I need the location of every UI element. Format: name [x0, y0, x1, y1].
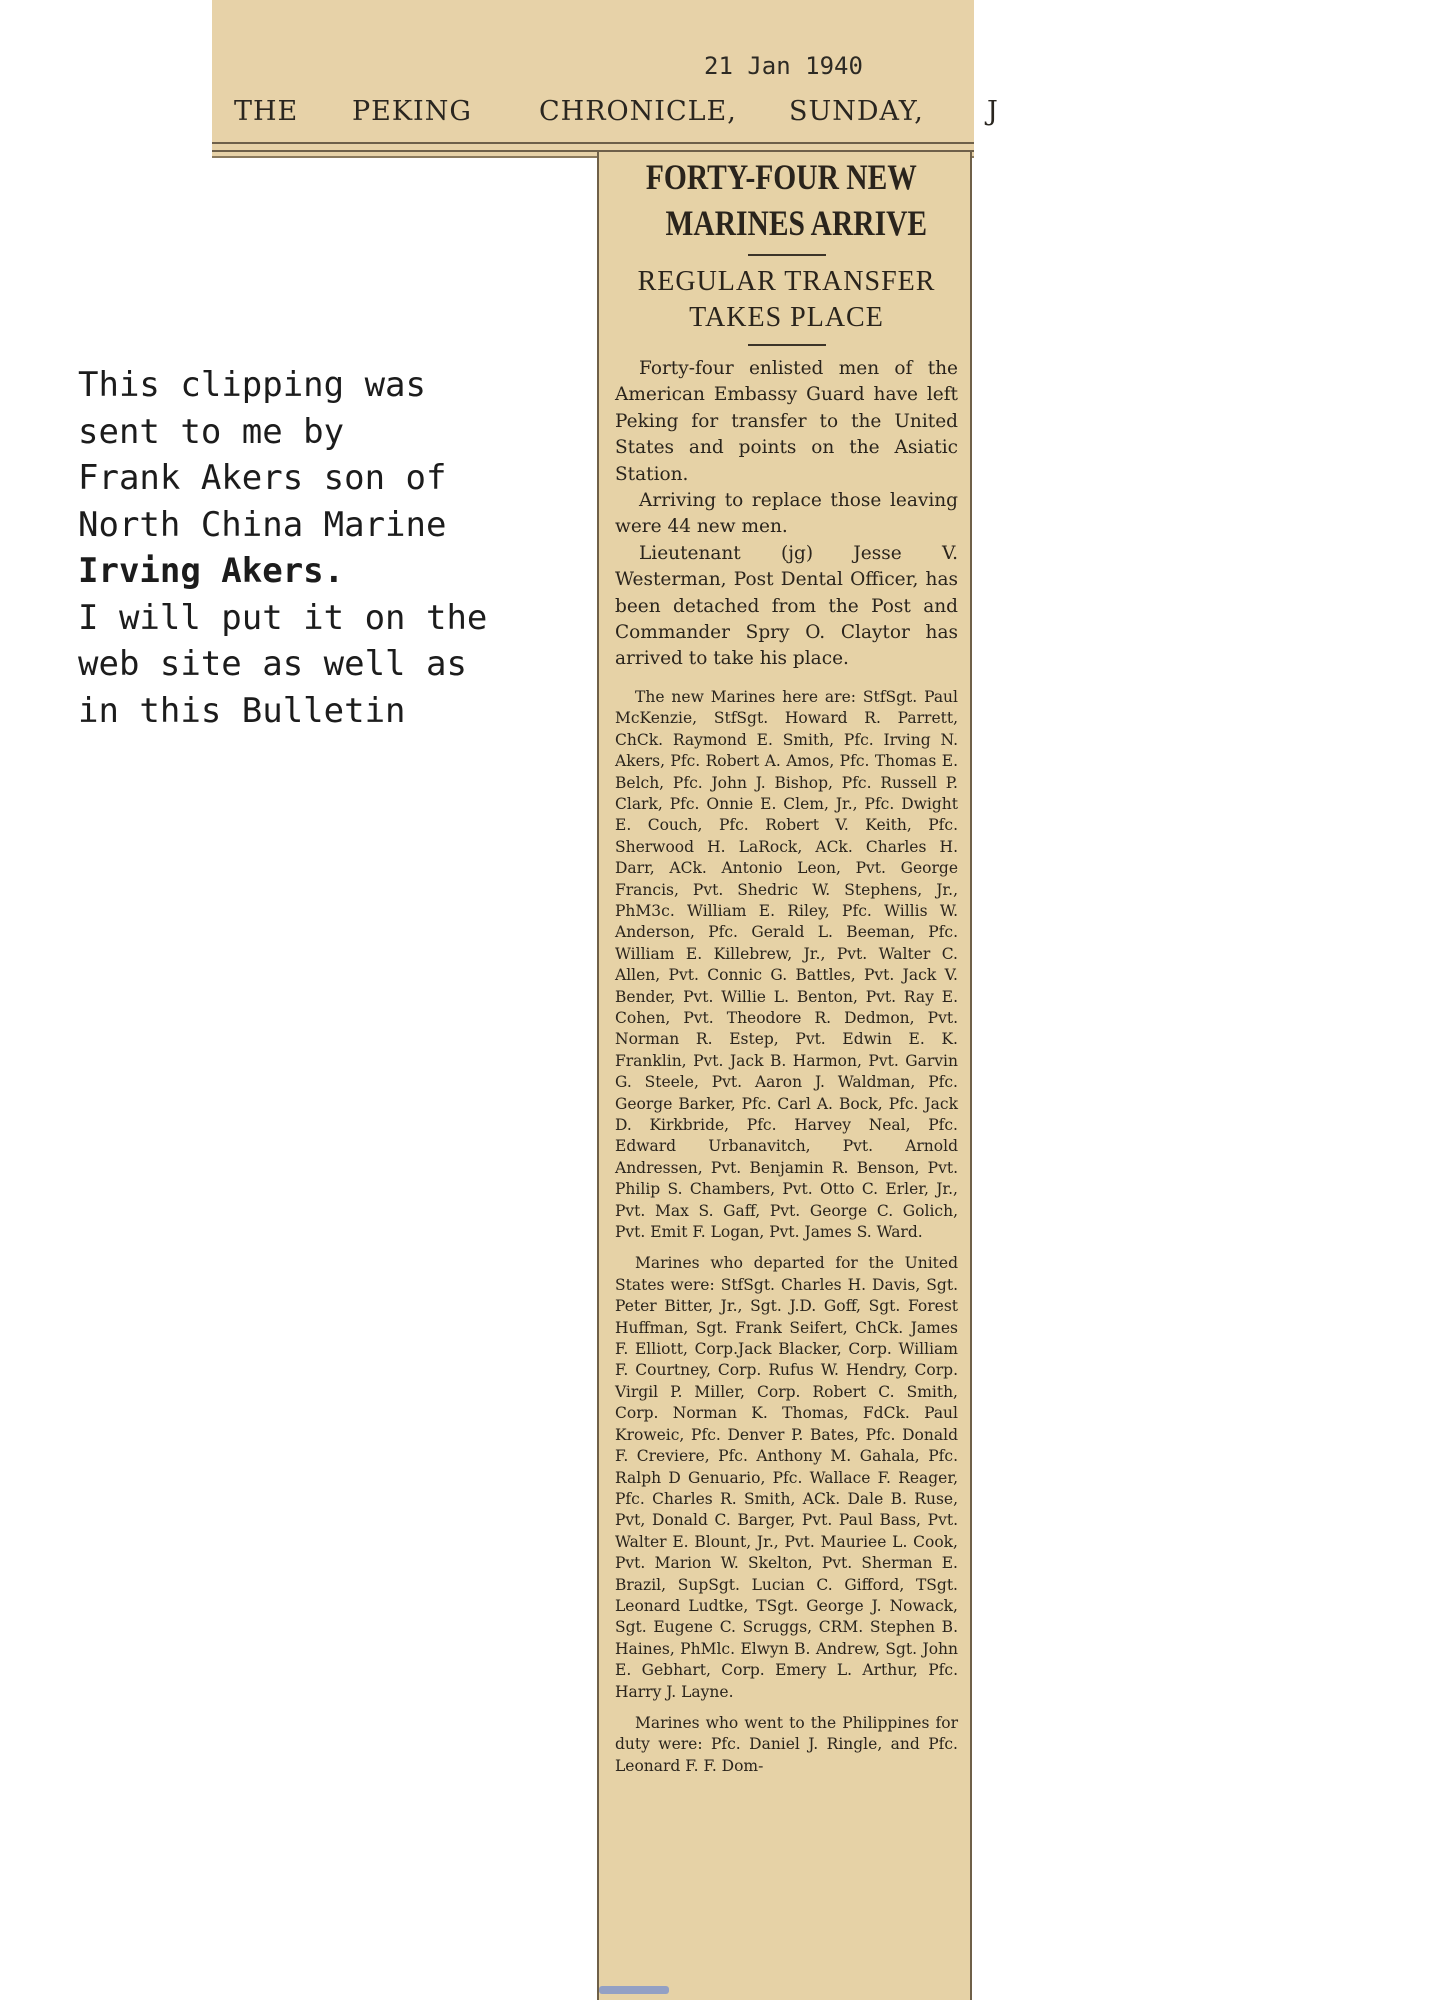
newspaper-name: [234, 96, 999, 136]
article-lead: [615, 356, 958, 673]
note-line: web site as well as: [78, 644, 467, 684]
note-line: North China Marine: [78, 504, 447, 545]
divider: [748, 254, 826, 256]
note-line: I will put it on the: [78, 597, 488, 638]
note-line-name: Irving Akers.: [78, 551, 345, 591]
paragraph: Forty-four enlisted men of the American Embassy Guard have left Peking for transfer to the United States and points on the Asiatic Station.: [615, 358, 958, 485]
typed-note: [78, 362, 598, 734]
masthead-word: THE: [234, 96, 299, 127]
clipping-date: 21 Jan 1940: [704, 52, 863, 80]
paragraph: Arriving to replace those leaving were 44 new men.: [615, 490, 958, 538]
departed-marines-list: Marines who departed for the United States were: StfSgt. Charles H. Davis, Sgt. Peter Bitter, Jr., Sgt. J.D. Goff, Sgt. Forest Huffman, Sgt. Frank Seifert, ChCk. James F. Elliott, Corp.Jack Blacker, Corp. William F. Courtney, Corp. Rufus W. Hendry, Corp. Virgil P. Miller, Corp. Robert C. Smith, Corp. Norman K. Thomas, FdCk. Paul Kroweic, Pfc. Denver P. Bates, Pfc. Donald F. Creviere, Pfc. Anthony M. Gahala, Pfc. Ralph D Genuario, Pfc. Wallace F. Reager, Pfc. Charles R. Smith, ACk. Dale B. Ruse, Pvt, Donald C. Barger, Pvt. Paul Bass, Pvt. Walter E. Blount, Jr., Pvt. Mauriee L. Cook, Pvt. Marion W. Skelton, Pvt. Sherman E. Brazil, SupSgt. Lucian C. Gifford, TSgt. Leonard Ludtke, TSgt. George J. Nowack, Sgt. Eugene C. Scruggs, CRM. Stephen B. Haines, PhMlc. Elwyn B. Andrew, Sgt. John E. Gebhart, Corp. Emery L. Arthur, Pfc. Harry J. Layne.: [615, 1254, 958, 1701]
newspaper-masthead: [212, 0, 999, 158]
article-clipping: [597, 152, 972, 2000]
masthead-word: SUNDAY,: [789, 96, 924, 127]
masthead-word: J: [987, 96, 999, 127]
masthead-word: PEKING: [352, 96, 472, 127]
new-marines-list: The new Marines here are: StfSgt. Paul McKenzie, StfSgt. Howard R. Parrett, ChCk. Raymond E. Smith, Pfc. Irving N. Akers, Pfc. Robert A. Amos, Pfc. Thomas E. Belch, Pfc. John J. Bishop, Pfc. Russell P. Clark, Pfc. Onnie E. Clem, Jr., Pfc. Dwight E. Couch, Pfc. Robert V. Keith, Pfc. Sherwood H. LaRock, ACk. Charles H. Darr, ACk. Antonio Leon, Pvt. George Francis, Pvt. Shedric W. Stephens, Jr., PhM3c. William E. Riley, Pfc. Willis W. Anderson, Pfc. Gerald L. Beeman, Pfc. William E. Killebrew, Jr., Pvt. Walter C. Allen, Pvt. Connic G. Battles, Pvt. Jack V. Bender, Pvt. Willie L. Benton, Pvt. Ray E. Cohen, Pvt. Theodore R. Dedmon, Pvt. Norman R. Estep, Pvt. Edwin E. K. Franklin, Pvt. Jack B. Harmon, Pvt. Garvin G. Steele, Pvt. Aaron J. Waldman, Pfc. George Barker, Pfc. Carl A. Bock, Pfc. Jack D. Kirkbride, Pfc. Harvey Neal, Pfc. Edward Urbanavitch, Pvt. Arnold Andressen, Pvt. Benjamin R. Benson, Pvt. Philip S. Chambers, Pvt. Otto C. Erler, Jr., Pvt. Max S. Gaff, Pvt. George C. Golich, Pvt. Emit F. Logan, Pvt. James S. Ward.: [615, 687, 958, 1242]
divider: [748, 344, 826, 346]
article-subhead: [615, 264, 958, 336]
philippines-marines-list: Marines who went to the Philippines for duty were: Pfc. Daniel J. Ringle, and Pfc. Leonard F. F. Dom-: [615, 1713, 958, 1775]
note-line: sent to me by: [78, 411, 345, 452]
masthead-rule: [212, 142, 974, 144]
headline-line: FORTY-FOUR NEW: [645, 157, 917, 197]
note-line: Frank Akers son of: [78, 458, 447, 498]
masthead-word: CHRONICLE,: [539, 96, 737, 127]
article-roster: [615, 687, 958, 1777]
article-headline: [646, 154, 927, 246]
paragraph: Lieutenant (jg) Jesse V. Westerman, Post Dental Officer, has been detached from the Post and Commander Spry O. Claytor has arrived to take his place.: [615, 542, 958, 670]
note-line: This clipping was: [78, 365, 426, 405]
ink-mark: [599, 1986, 669, 1994]
headline-line: MARINES ARRIVE: [665, 203, 928, 243]
subhead-line: REGULAR TRANSFER: [637, 266, 936, 297]
note-line: in this Bulletin: [78, 690, 406, 731]
subhead-line: TAKES PLACE: [689, 302, 884, 333]
